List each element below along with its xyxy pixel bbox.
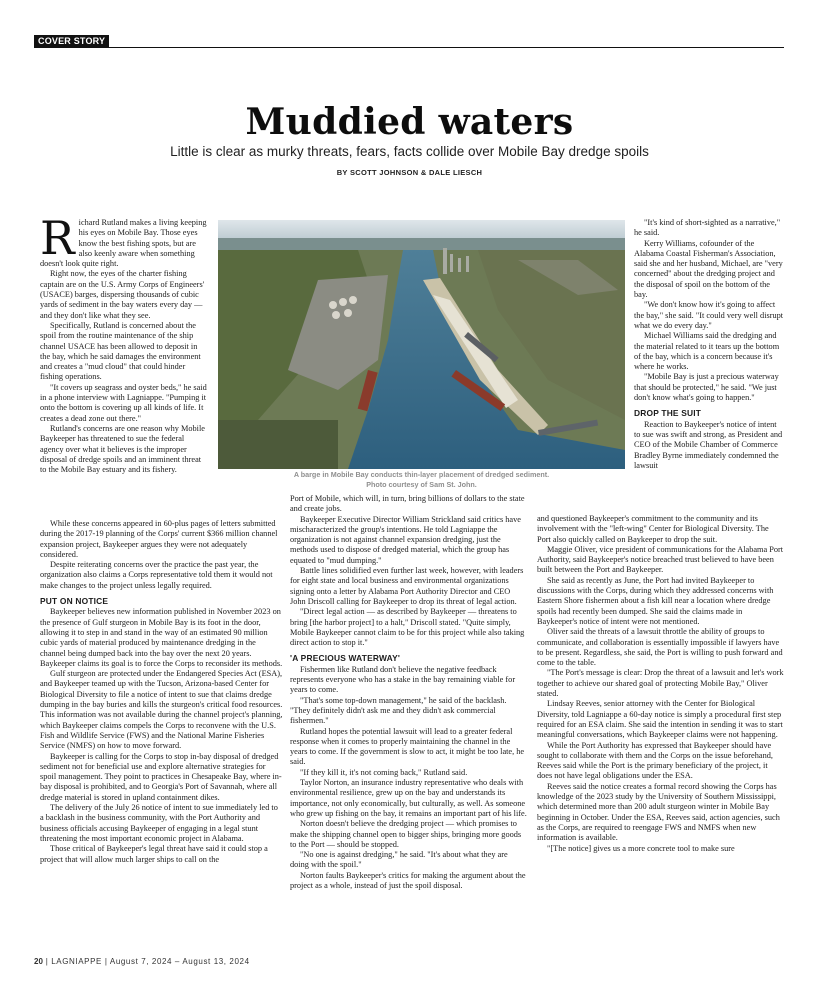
- article-paragraph: Port of Mobile, which will, in turn, bring billions of dollars to the state and create jobs.: [290, 494, 525, 514]
- publication-name: LAGNIAPPE: [51, 957, 102, 966]
- article-paragraph: Specifically, Rutland is concerned about the spoil from the routine maintenance of the ship channel USACE has been allowed to deposit in the bay, which he said damages the environment and creates a "mud cloud" that could hinder fishing operations.: [40, 320, 201, 382]
- article-paragraph: "The Port's message is clear: Drop the threat of a lawsuit and let's work together to achieve our shared goal of protecting Mobile Bay," Oliver stated.: [537, 668, 784, 699]
- article-paragraph: [40, 211, 208, 269]
- article-paragraph: Baykeeper is calling for the Corps to stop in-bay disposal of dredged sediment not for beneficial use and explore alternative strategies for spoil management. They point to practices in Chesapeake Bay, where in-bay disposal is prohibited, and to Georgia's Port of Savannah, where all dredge material is stored in upland containment dikes.: [40, 751, 282, 802]
- article-paragraph: "It covers up seagrass and oyster beds," he said in a phone interview with Lagniappe. "Pumping it onto the bottom is covering up all kinds of life. It creates a dead zone out there.": [40, 382, 207, 423]
- article-paragraph: Norton doesn't believe the dredging project — which promises to make the shipping channel open to bigger ships, bringing more goods to the Port — should be stopped.: [290, 819, 522, 849]
- article-paragraph: Norton faults Baykeeper's critics for making the argument about the project as a whole, instead of just the spoil disposal.: [290, 870, 526, 890]
- article-paragraph: Baykeeper believes new information published in November 2023 on the presence of Gulf sturgeon in Mobile Bay is its foot in the door, allowing it to step in and stand in the way of an estimated 90 million cubic yards of material produced by maintenance dredging in the channel being dumped back into the bay over the next 20 years. Baykeeper claims its goal is to force the Corps to reconsider its methods.: [40, 607, 283, 668]
- article-paragraph: Fishermen like Rutland don't believe the negative feedback represents everyone who has a stake in the bay remaining viable for years to come.: [290, 664, 516, 695]
- article-paragraph: "We don't know how it's going to affect the bay," she said. "It could very well disrupt what we do every day.": [634, 300, 784, 330]
- article-paragraph: "[The notice] gives us a more concrete tool to make sure: [547, 843, 735, 853]
- section-rule: [34, 47, 784, 48]
- column-3: [634, 218, 784, 471]
- article-paragraph: Gulf sturgeon are protected under the Endangered Species Act (ESA), and Baykeeper teamed up with the Tucson, Arizona-based Center for Biological Diversity to file a notice of intent to sue that claims dredge dumping in the bay buries and kills the sturgeon's critical food resources. This information was not available during the channel project's planning, which Baykeeper claims compels the Corps to reconvene with the U.S. Fish and Wildlife Service (FWS) and the National Marine Fisheries Service (NMFS) on how to move forward.: [40, 669, 283, 751]
- caption-text: A barge in Mobile Bay conducts thin-layer placement of dredged sediment.: [293, 470, 550, 479]
- issue-dates: August 7, 2024 – August 13, 2024: [109, 957, 250, 966]
- article-paragraph: Reaction to Baykeeper's notice of intent to sue was swift and strong, as President and CEO of the Mobile Chamber of Commerce Bradley Byrne immediately condemned the lawsuit: [634, 419, 783, 470]
- article-paragraph: Michael Williams said the dredging and the material related to it tears up the bottom of the bay, which is a concern because it's where he works.: [634, 331, 780, 372]
- deck: Little is clear as murky threats, fears, facts collide over Mobile Bay dredge spoils: [170, 144, 649, 159]
- article-paragraph: Maggie Oliver, vice president of communications for the Alabama Port Authority, said Baykeeper's notice breached trust believed to have been built between the Port and Baykeeper.: [537, 544, 784, 575]
- column-1: [40, 211, 208, 475]
- subhead-put-on-notice: PUT ON NOTICE: [40, 596, 109, 607]
- article-paragraph: She said as recently as June, the Port had invited Baykeeper to discussions with the Corps, during which they addressed concerns with Eastern Shore fishermen about a fish kill near a location where dredge spoils had recently been dumped. She said the claims made in Baykeeper's notice of intent were not mentioned.: [537, 575, 774, 626]
- article-paragraph: Baykeeper Executive Director William Strickland said critics have mischaracterized the group's intentions. He told Lagniappe the organization is not against channel expansion dredging, just the methods used to dispose of dredged material, which the group has equated to "mud dumping.": [290, 514, 521, 565]
- article-paragraph: While the Port Authority has expressed that Baykeeper should have sought to collaborate with them and the Corps on the issue beforehand, Reeves said while the Port is the primary beneficiary of the project, it does not have legal obligations under the ESA.: [537, 740, 773, 781]
- headline: Muddied waters: [245, 101, 574, 143]
- page-number: 20: [34, 957, 43, 966]
- article-paragraph: "It's kind of short-sighted as a narrative," he said.: [634, 218, 781, 238]
- subhead-precious-waterway: 'A PRECIOUS WATERWAY': [290, 653, 401, 664]
- article-paragraph: Battle lines solidified even further last week, however, with leaders for eight state and local business and environmental organizations signing onto a letter by Alabama Port Authority Director and CEO John Driscoll calling for Baykeeper to drop its threat of legal action.: [290, 566, 524, 606]
- photo-credit: Photo courtesy of Sam St. John.: [366, 479, 477, 489]
- article-paragraph: Right now, the eyes of the charter fishing captain are on the U.S. Army Corps of Engineers' (USACE) barges, dispersing thousands of cubic yards of sediment in the bay waters every day — and they don't like what they see.: [40, 269, 205, 320]
- article-paragraph: The delivery of the July 26 notice of intent to sue immediately led to a backlash in the business community, with the Port Authority and business officials accusing Baykeeper of engaging in a legal stunt threatening the most important economic project in Alabama.: [40, 803, 278, 843]
- article-paragraph: "Direct legal action — as described by Baykeeper — threatens to bring [the harbor project] to a halt," Driscoll stated. "Quite simply, Mobile Baykeeper cannot claim to be for this project while also taking direct action to stop it.": [290, 607, 525, 648]
- subhead-drop-the-suit: DROP THE SUIT: [634, 408, 702, 419]
- article-paragraph: Those critical of Baykeeper's legal threat have said it could stop a project that will allow much larger ships to call on the: [40, 844, 268, 864]
- article-paragraph: Rutland hopes the potential lawsuit will lead to a greater federal response when it comes to properly maintaining the channel in the years to come. If the government is slow to act, it might be too late, he said.: [290, 726, 525, 767]
- article-paragraph: Despite reiterating concerns over the practice the past year, the organization also claims a Corps representative told them it would not make changes to the project unless legally required.: [40, 560, 273, 590]
- article-paragraph: While these concerns appeared in 60-plus pages of letters submitted during the 2017-19 planning of the Corps' current $366 million channel expansion project, Baykeeper argues they were not adequately considered.: [40, 519, 278, 559]
- byline: BY SCOTT JOHNSON & DALE LIESCH: [336, 168, 483, 177]
- section-tag: COVER STORY: [34, 35, 109, 48]
- article-paragraph: Kerry Williams, cofounder of the Alabama Coastal Fisherman's Association, said she and her husband, Michael, are "very concerned" about the dredging project and the disposal of spoil on the bottom of the bay.: [634, 238, 783, 300]
- aerial-photo: [218, 220, 625, 469]
- photo-caption: [230, 470, 613, 489]
- paragraph-text: ichard Rutland makes a living keeping his eyes on Mobile Bay. Those eyes know the best fishing spots, but are also keenly aware when something doesn't look quite right.: [40, 218, 207, 269]
- article-paragraph: Oliver said the threats of a lawsuit throttle the ability of groups to communicate, and collaboration is essentially impossible if lawyers have to be present. Regardless, she said, the Port is willing to push forward and come to the table.: [537, 627, 783, 668]
- article-paragraph: and questioned Baykeeper's commitment to the community and its involvement with the "left-wing" Center for Biological Diversity. The Port also quickly called on Baykeeper to drop the suit.: [537, 514, 769, 544]
- page-footer: 20 | LAGNIAPPE | August 7, 2024 – August 13, 2024: [34, 957, 250, 966]
- article-paragraph: "Mobile Bay is just a precious waterway that should be protected," he said. "We just don't know what's going to happen.": [634, 372, 779, 403]
- article-paragraph: "That's some top-down management," he said of the backlash. "They definitely didn't ask me and they didn't ask commercial fishermen.": [290, 695, 507, 726]
- column-2: [290, 494, 528, 891]
- column-3-lower: [537, 514, 784, 854]
- article-paragraph: Taylor Norton, an insurance industry representative who deals with environmental resilience, grew up on the bay and understands its importance, not only economically, but culturally, as well. As someone who grew up fishing on the bay, it remains an important part of his life.: [290, 778, 527, 818]
- article-paragraph: Reeves said the notice creates a formal record showing the Corps has knowledge of the 2023 study by the University of Southern Mississippi, which determined more than 200 adult sturgeon winter in Mobile Bay beginning in October. Under the ESA, Reeves said, action agencies, such as the Corps, are required to reengage FWS and NMFS when new information is available.: [537, 781, 780, 843]
- article-paragraph: "No one is against dredging," he said. "It's about what they are doing with the spoil.": [290, 850, 508, 870]
- drop-cap: R: [40, 211, 75, 265]
- aerial-photo-image: [218, 220, 625, 469]
- article-paragraph: Rutland's concerns are one reason why Mobile Baykeeper has threatened to sue the federal agency over what it believes is the improper disposal of dredge spoils and an imminent threat to the Mobile Bay estuary and its fishery.: [40, 423, 205, 475]
- column-1-lower: [40, 519, 283, 865]
- article-paragraph: "If they kill it, it's not coming back," Rutland said.: [300, 767, 468, 777]
- article-paragraph: Lindsay Reeves, senior attorney with the Center for Biological Diversity, told Lagniappe a 60-day notice is simply a procedural first step required for an ESA claim. She said the intention in sending it was to start meaningful conversations, which Baykeeper claims were not happening.: [537, 699, 783, 740]
